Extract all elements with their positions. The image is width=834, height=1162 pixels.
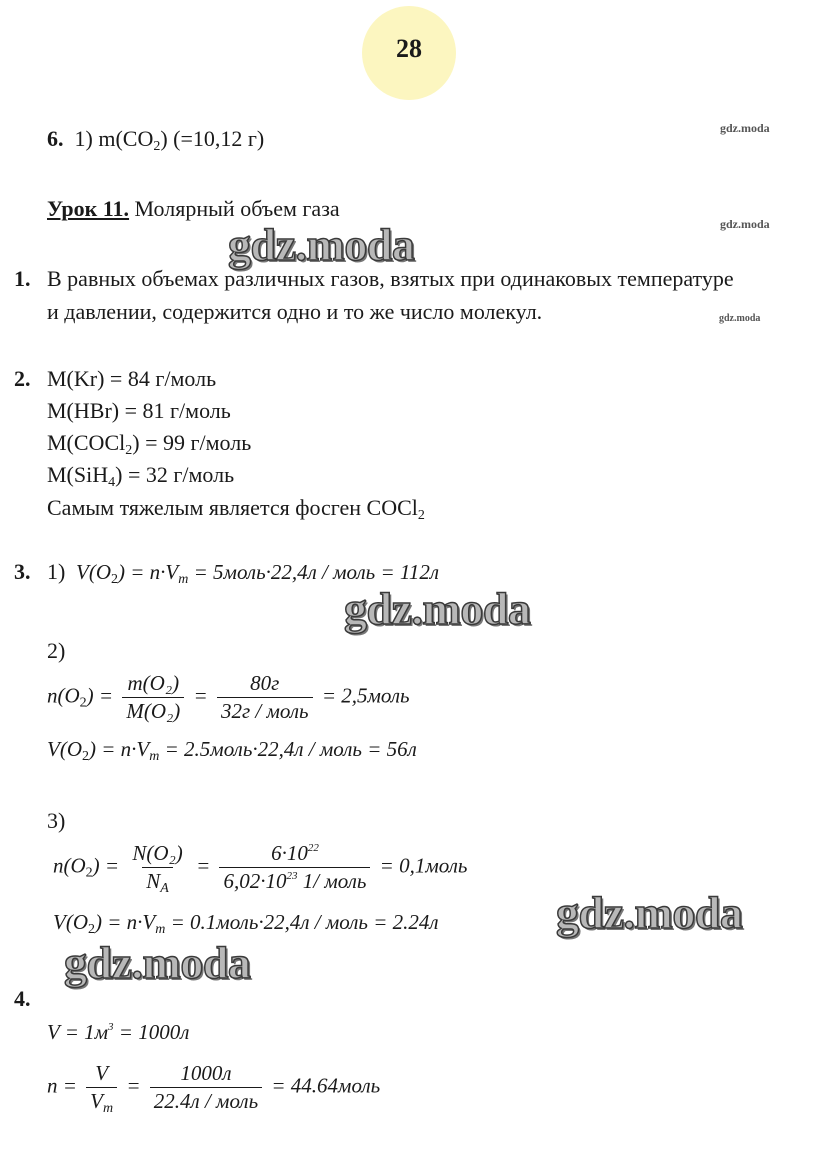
lesson-number: Урок 11. <box>47 196 130 221</box>
task1-line1: В равных объемах различных газов, взятых при одинаковых температуре <box>47 266 734 291</box>
formula-amount-2: $n(O_2)$ = $\frac{\text{m(O₂)}}{\text{M(O₂)}}$ = $\frac{80г}{\text{32г / моль}}$ = 2,5моль <box>47 671 410 723</box>
formula-amount-3: $n(O_2)$ = $\frac{\text{N(O₂)}}{N_A}$ = $\frac{6\cdot 10^{22}}{6,02\cdot 10^{23} 1/ моль}$ = 0,1моль <box>53 841 468 896</box>
task-number: 3. <box>14 559 31 584</box>
molar-mass-kr: M(Kr) = 84 г/моль <box>47 366 217 391</box>
part-label: 1) <box>47 559 66 584</box>
task2-conclusion: Самым тяжелым является фосген COCl$_2$ <box>47 495 425 523</box>
page-number: 28 <box>396 34 422 63</box>
task-number: 6. <box>47 126 64 151</box>
watermark-small: gdz.moda <box>720 121 770 135</box>
formula-volume-1: $V(O_2) = n\cdot V_m$ = 5моль·22,4л / моль = 112л <box>76 560 439 587</box>
part-label: 3) <box>47 808 66 833</box>
watermark-large: gdz.moda <box>228 219 415 270</box>
part-label: 2) <box>47 638 66 663</box>
formula-amount-4: n = $\frac{V}{V_m}$ = $\frac{1000л}{\text{22.4л / моль}}$ = 44.64моль <box>47 1061 381 1116</box>
formula-volume-2: $V(O_2) = n\cdot V_m$ = 2.5моль·22,4л / моль = 56л <box>47 737 417 764</box>
molar-mass-cocl2: M(COCl$_2$) = 99 г/моль <box>47 430 252 458</box>
molar-mass-sih4: M(SiH$_4$) = 32 г/моль <box>47 462 235 490</box>
lesson-heading <box>47 198 340 220</box>
task1-line2: и давлении, содержится одно и то же число молекул. <box>47 299 543 324</box>
watermark-small: gdz.moda <box>719 313 761 324</box>
task-number: 4. <box>14 986 31 1011</box>
watermark-large: gdz.moda <box>556 887 743 938</box>
formula-volume-4: $V = 1м^3 = 1000л$ <box>47 1020 190 1044</box>
watermark-small: gdz.moda <box>720 217 770 231</box>
task-number: 1. <box>14 266 31 291</box>
watermark-large: gdz.moda <box>64 937 251 988</box>
formula-volume-3: $V(O_2) = n\cdot V_m$ = 0.1моль·22,4л / моль = 2.24л <box>53 910 439 937</box>
task-number: 2. <box>14 366 31 391</box>
task6-line: 6. 1) $m(CO_2)$ (=10,12 г) <box>47 126 265 154</box>
watermark-large: gdz.moda <box>344 583 531 634</box>
molar-mass-hbr: M(HBr) = 81 г/моль <box>47 398 231 423</box>
lesson-title: Молярный объем газа <box>134 196 340 221</box>
